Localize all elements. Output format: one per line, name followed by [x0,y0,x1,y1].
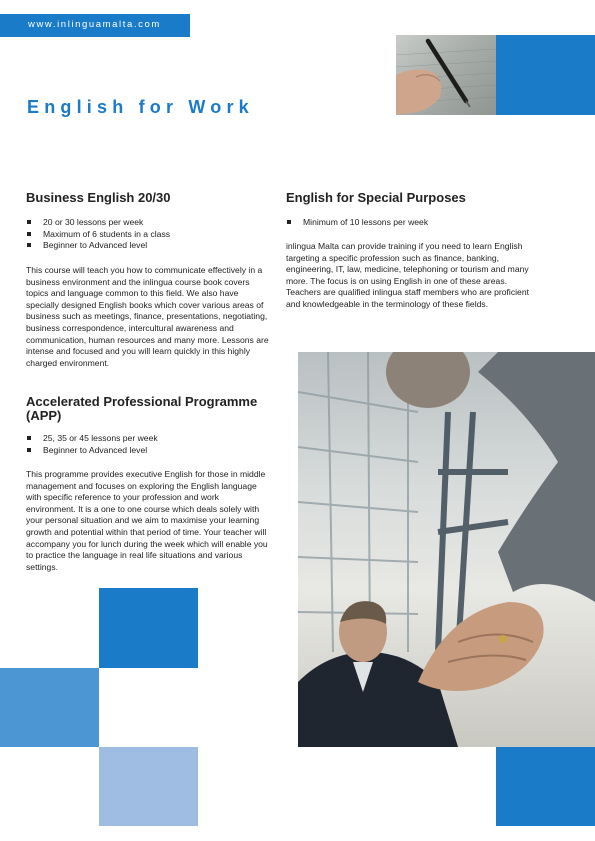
list-item: Beginner to Advanced level [26,445,276,457]
pen-writing-photo [396,35,496,115]
app-bullets [26,433,276,456]
page-title: English for Work [27,97,254,117]
app-heading: Accelerated Professional Programme (APP) [26,394,258,423]
decor-square-blue [99,588,198,668]
app-body: This programme provides executive English for those in middle management and focuses on exploring the English language with specific reference to your profession and work environment. It is a one to one course which deals solely with your personal situation and we aim to maximise your learning growth and potential within that period of time. Your teacher will accompany you for lunch during the week which will enable you to practice the language in real life situations and various settings. [26,469,268,572]
special-purposes-bullets [286,217,546,229]
handshake-photo [298,352,595,747]
list-item: 20 or 30 lessons per week [26,217,276,229]
list-item: Minimum of 10 lessons per week [286,217,546,229]
business-english-bullets [26,217,276,252]
special-purposes-heading: English for Special Purposes [286,190,466,205]
list-item: Maximum of 6 students in a class [26,229,276,241]
decor-square-light-blue [99,747,198,826]
special-purposes-body: inlingua Malta can provide training if you need to learn English targeting a specific profession such as finance, banking, engineering, IT, law, medicine, telephoning or tourism and many more. The focus is on using English in one of these areas. Teachers are qualified inlingua staff members who are proficient and knowledgeable in the terminology of these fields. [286,241,529,309]
decor-square-mid-blue [0,668,99,747]
business-english-body: This course will teach you how to communicate effectively in a business environment and the inlingua course book covers topics and language common to this field. We also have specially designed English books which cover various areas of business such as meetings, finance, presentations, negotiating, business correspondence, intercultural awareness and communication, human resources and many more. Lessons are intense and focused and you will learn quickly in this highly charged environment. [26,265,269,368]
decor-square-top-right [496,35,595,115]
business-english-heading: Business English 20/30 [26,190,171,205]
list-item: Beginner to Advanced level [26,240,276,252]
list-item: 25, 35 or 45 lessons per week [26,433,276,445]
decor-square-bottom-right [496,747,595,826]
website-url: www.inlinguamalta.com [28,19,161,30]
